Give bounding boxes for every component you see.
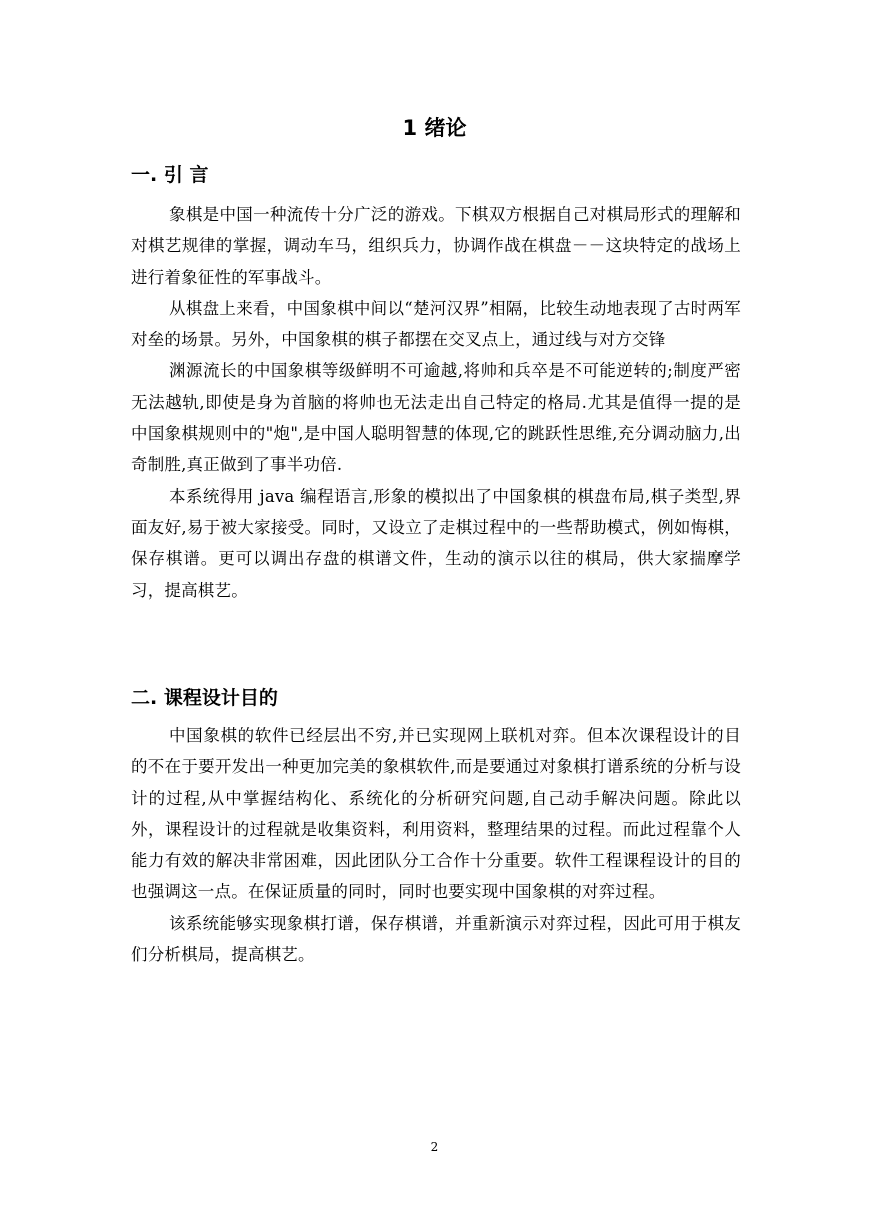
page-number: 2 [430, 1140, 439, 1154]
chapter-title: 1 绪论 [402, 116, 467, 140]
design-purpose-paragraph: 该系统能够实现象棋打谱，保存棋谱，并重新演示对弈过程，因此可用于棋友们分析棋局，提高棋艺。 [131, 913, 741, 965]
introduction-paragraph: 从棋盘上来看，中国象棋中间以“楚河汉界”相隔，比较生动地表现了古时两军对垒的场景。另外，中国象棋的棋子都摆在交叉点上，通过线与对方交锋 [131, 298, 741, 350]
design-purpose-paragraph: 中国象棋的软件已经层出不穷,并已实现网上联机对弈。但本次课程设计的目的不在于要开发出一种更加完美的象棋软件,而是要通过对象棋打谱系统的分析与设计的过程,从中掌握结构化、系统化的分析研究问题,自己动手解决问题。除此以外，课程设计的过程就是收集资料，利用资料，整理结果的过程。而此过程靠个人能力有效的解决非常困难，因此团队分工合作十分重要。软件工程课程设计的目的也强调这一点。在保证质量的同时，同时也要实现中国象棋的对弈过程。 [131, 726, 741, 902]
introduction-body [131, 199, 741, 606]
introduction-paragraph: 本系统得用 java 编程语言,形象的模拟出了中国象棋的棋盘布局,棋子类型,界面友好,易于被大家接受。同时，又设立了走棋过程中的一些帮助模式，例如悔棋，保存棋谱。更可以调出存盘的棋谱文件，生动的演示以往的棋局，供大家揣摩学习，提高棋艺。 [131, 486, 741, 600]
introduction-paragraph: 渊源流长的中国象棋等级鲜明不可逾越,将帅和兵卒是不可能逆转的;制度严密无法越轨,即使是身为首脑的将帅也无法走出自己特定的格局.尤其是值得一提的是中国象棋规则中的"炮",是中国人聪明智慧的体现,它的跳跃性思维,充分调动脑力,出奇制胜,真正做到了事半功倍. [131, 361, 741, 475]
section-heading-introduction: 一. 引 言 [131, 164, 209, 186]
introduction-paragraph: 象棋是中国一种流传十分广泛的游戏。下棋双方根据自己对棋局形式的理解和对棋艺规律的掌握，调动车马，组织兵力，协调作战在棋盘－－这块特定的战场上进行着象征性的军事战斗。 [131, 205, 741, 287]
section-heading-design-purpose: 二. 课程设计目的 [131, 687, 278, 709]
design-purpose-body [131, 720, 741, 970]
